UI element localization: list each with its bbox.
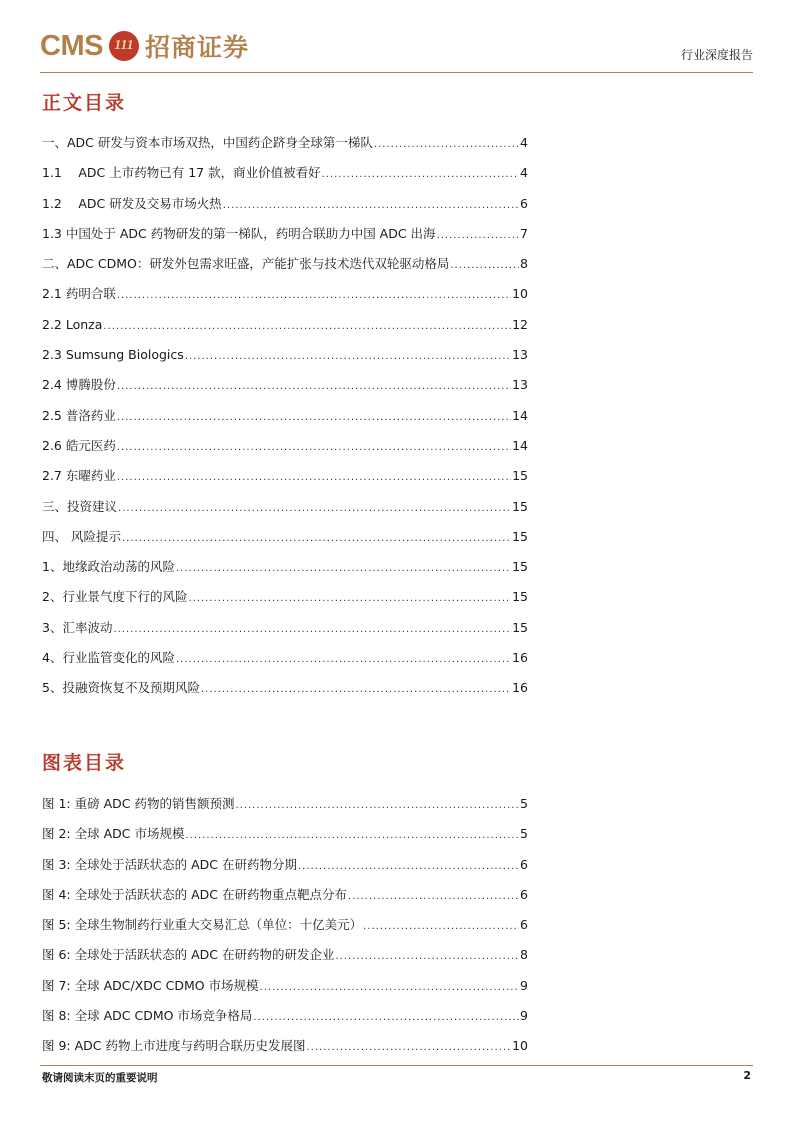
toc-entry[interactable]	[42, 310, 528, 340]
header-divider	[40, 72, 753, 73]
figure-entry-page: 6	[520, 856, 528, 872]
figure-entry-page: 5	[520, 826, 528, 842]
dot-leader	[185, 821, 519, 851]
toc-entry-label: 一、ADC 研发与资本市场双热，中国药企跻身全球第一梯队	[42, 135, 373, 150]
dot-leader	[113, 615, 511, 645]
page-header	[40, 26, 753, 70]
toc-entry-page: 8	[520, 256, 528, 272]
dot-leader	[307, 1033, 512, 1063]
dot-leader	[185, 342, 511, 372]
toc-entry[interactable]	[42, 552, 528, 582]
dot-leader	[117, 433, 511, 463]
dot-leader	[298, 852, 519, 882]
dot-leader	[201, 675, 511, 705]
toc-heading: 正文目录	[42, 92, 127, 114]
figure-entry-page: 9	[520, 1008, 528, 1024]
logo-cms-text: CMS	[40, 29, 103, 62]
dot-leader	[117, 281, 511, 311]
toc-entry[interactable]	[42, 613, 528, 643]
toc-entry-page: 4	[520, 135, 528, 150]
toc-entry-page: 15	[512, 589, 528, 605]
figure-entry[interactable]	[42, 789, 528, 819]
dot-leader	[118, 494, 511, 524]
toc-entry-page: 13	[512, 347, 528, 363]
figures-list	[42, 789, 528, 1062]
toc-entry[interactable]	[42, 219, 528, 249]
figure-entry-page: 6	[520, 886, 528, 902]
toc-entry-page: 15	[512, 498, 528, 514]
figure-entry[interactable]	[42, 819, 528, 849]
dot-leader	[374, 130, 519, 160]
toc-entry[interactable]	[42, 340, 528, 370]
logo-chinese-text: 招商证券	[144, 33, 249, 62]
figure-entry-page: 8	[520, 947, 528, 963]
dot-leader	[117, 403, 511, 433]
toc-entry[interactable]	[42, 370, 528, 400]
figure-entry[interactable]	[42, 1031, 528, 1061]
toc-entry[interactable]	[42, 279, 528, 309]
figure-entry-label: 图 4: 全球处于活跃状态的 ADC 在研药物重点靶点分布	[42, 886, 347, 902]
dot-leader	[450, 251, 519, 281]
toc-entry[interactable]	[42, 128, 528, 158]
toc-entry-page: 15	[512, 619, 528, 635]
toc-entry-label: 1.2 ADC 研发及交易市场火热	[42, 195, 222, 211]
figure-entry[interactable]	[42, 850, 528, 880]
footer-divider	[40, 1065, 753, 1066]
dot-leader	[235, 791, 519, 821]
toc-entry[interactable]	[42, 249, 528, 279]
toc-entry-label: 4、行业监管变化的风险	[42, 650, 175, 666]
figure-entry-label: 图 1: 重磅 ADC 药物的销售额预测	[42, 796, 235, 811]
toc-entry[interactable]	[42, 492, 528, 522]
dot-leader	[176, 645, 511, 675]
dot-leader	[103, 312, 511, 342]
figure-entry-label: 图 9: ADC 药物上市进度与药明合联历史发展图	[42, 1038, 306, 1054]
figure-entry-label: 图 5: 全球生物制药行业重大交易汇总（单位：十亿美元）	[42, 917, 363, 933]
toc-entry-page: 15	[512, 559, 528, 575]
figure-entry[interactable]	[42, 971, 528, 1001]
toc-entry-label: 1、地缘政治动荡的风险	[42, 559, 175, 575]
toc-entry-label: 2.3 Sumsung Biologics	[42, 347, 184, 363]
figure-entry[interactable]	[42, 1001, 528, 1031]
dot-leader	[335, 942, 519, 972]
toc-entry-label: 2.2 Lonza	[42, 316, 103, 332]
toc-entry-label: 2.7 东曜药业	[42, 468, 116, 484]
dot-leader	[322, 160, 519, 190]
disclaimer-note: 敬请阅读末页的重要说明	[42, 1072, 158, 1084]
toc-entry-page: 16	[512, 680, 528, 696]
toc-entry-label: 1.1 ADC 上市药物已有 17 款，商业价值被看好	[42, 165, 321, 181]
toc-entry-page: 16	[512, 650, 528, 666]
figure-entry[interactable]	[42, 910, 528, 940]
toc-entry-page: 10	[512, 286, 528, 302]
dot-leader	[363, 912, 519, 942]
toc-entry[interactable]	[42, 189, 528, 219]
dot-leader	[117, 372, 511, 402]
dot-leader	[253, 1003, 519, 1033]
figure-entry-label: 图 3: 全球处于活跃状态的 ADC 在研药物分期	[42, 856, 297, 872]
toc-entry-label: 2.4 博腾股份	[42, 377, 116, 393]
figure-entry-label: 图 7: 全球 ADC/XDC CDMO 市场规模	[42, 977, 259, 993]
toc-entry[interactable]	[42, 673, 528, 703]
toc-entry-label: 2、行业景气度下行的风险	[42, 589, 188, 605]
toc-entry-label: 2.1 药明合联	[42, 286, 116, 302]
figure-entry-label: 图 6: 全球处于活跃状态的 ADC 在研药物的研发企业	[42, 947, 335, 963]
toc-entry[interactable]	[42, 401, 528, 431]
figure-entry-page: 5	[520, 796, 528, 811]
toc-entry[interactable]	[42, 522, 528, 552]
toc-entry-label: 1.3 中国处于 ADC 药物研发的第一梯队，药明合联助力中国 ADC 出海	[42, 225, 436, 241]
toc-entry-page: 6	[520, 195, 528, 211]
dot-leader	[437, 221, 519, 251]
page-number: 2	[743, 1069, 751, 1082]
dot-leader	[176, 554, 511, 584]
toc-entry-label: 四、 风险提示	[42, 528, 121, 544]
toc-entry-label: 二、ADC CDMO：研发外包需求旺盛，产能扩张与技术迭代双轮驱动格局	[42, 256, 450, 272]
dot-leader	[260, 973, 519, 1003]
dot-leader	[117, 463, 511, 493]
toc-entry-page: 4	[520, 165, 528, 181]
toc-entry-label: 2.6 皓元医药	[42, 437, 116, 453]
toc-entry-page: 14	[512, 437, 528, 453]
logo-emblem-icon: 111	[109, 31, 139, 61]
toc-entry-page: 7	[520, 225, 528, 241]
figure-entry-page: 9	[520, 977, 528, 993]
dot-leader	[348, 882, 519, 912]
toc-entry-label: 三、投资建议	[42, 498, 118, 514]
report-type-label: 行业深度报告	[680, 48, 753, 62]
figure-entry-label: 图 8: 全球 ADC CDMO 市场竞争格局	[42, 1008, 253, 1024]
figure-entry-page: 10	[512, 1038, 528, 1054]
company-logo	[40, 26, 249, 66]
toc-entry[interactable]	[42, 158, 528, 188]
toc-entry[interactable]	[42, 643, 528, 673]
toc-entry[interactable]	[42, 582, 528, 612]
figure-entry[interactable]	[42, 880, 528, 910]
toc-entry[interactable]	[42, 431, 528, 461]
toc-entry-label: 3、汇率波动	[42, 619, 113, 635]
toc-entry-page: 12	[512, 316, 528, 332]
dot-leader	[188, 584, 511, 614]
toc-entry[interactable]	[42, 461, 528, 491]
figure-entry-page: 6	[520, 917, 528, 933]
toc-entry-label: 2.5 普洛药业	[42, 407, 116, 423]
toc-entry-page: 13	[512, 377, 528, 393]
toc-entry-page: 15	[512, 468, 528, 484]
figure-entry-label: 图 2: 全球 ADC 市场规模	[42, 826, 185, 842]
toc-list	[42, 128, 528, 704]
toc-entry-label: 5、投融资恢复不及预期风险	[42, 680, 200, 696]
toc-entry-page: 15	[512, 528, 528, 544]
figure-entry[interactable]	[42, 940, 528, 970]
dot-leader	[223, 191, 519, 221]
toc-entry-page: 14	[512, 407, 528, 423]
dot-leader	[122, 524, 511, 554]
figures-heading: 图表目录	[42, 752, 127, 774]
